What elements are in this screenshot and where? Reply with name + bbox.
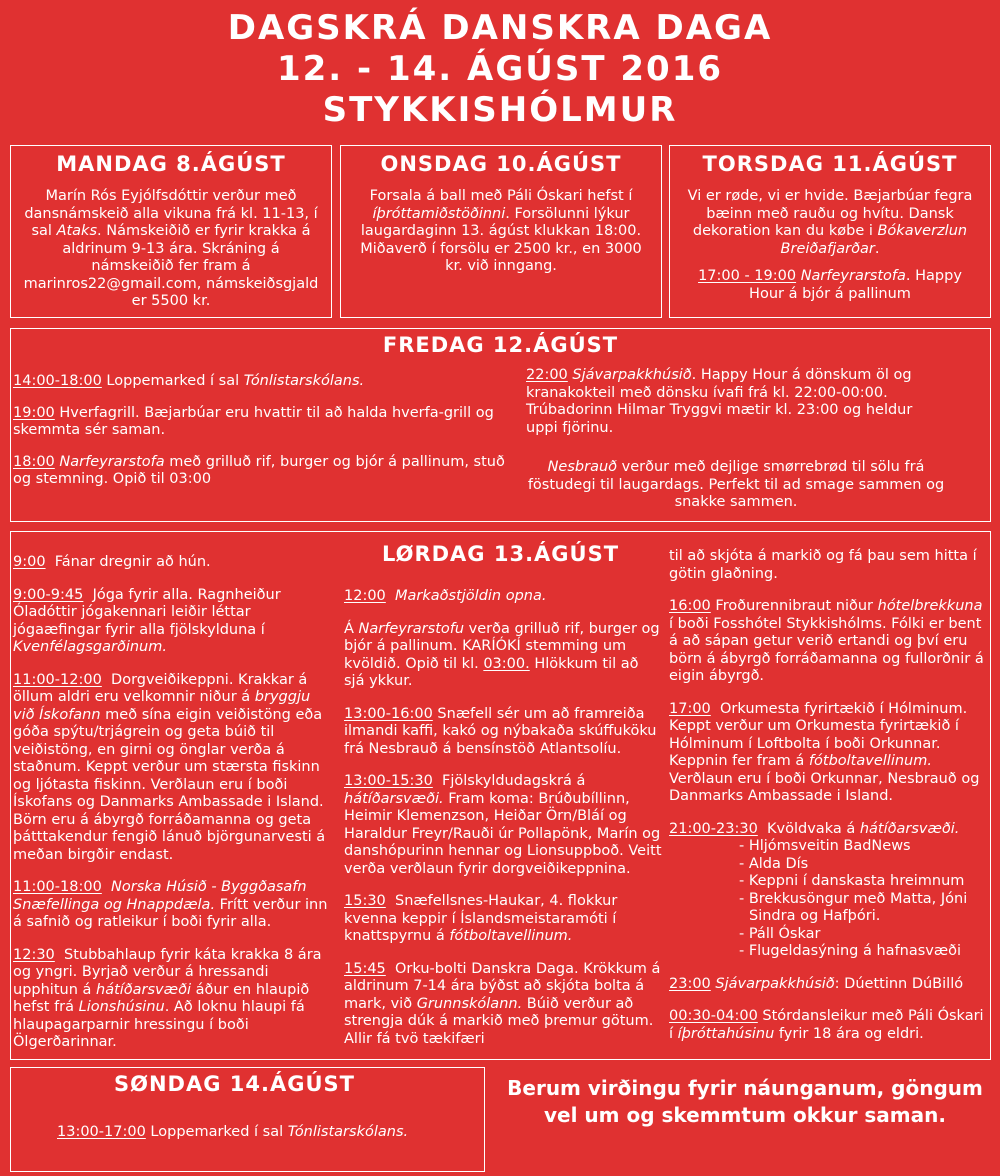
lordag-event: 11:00-18:00 Norska Húsið - Byggðasafn Snæfellinga og Hnappdæla. Frítt verður inn á safnið og ratleikur í boði fyrir alla. — [13, 879, 328, 930]
mandag-box — [10, 145, 332, 318]
fredag-title: FREDAG 12.ÁGÚST — [382, 333, 619, 357]
kvoldvaka-list — [669, 838, 985, 961]
lordag-col-3 — [669, 548, 985, 1058]
fredag-event: 18:00 Narfeyrarstofa með grilluð rif, burger og bjór á pallinum, stuð og stemning. Opið til 03:00 — [13, 453, 505, 487]
lordag-col-1 — [13, 554, 331, 1067]
fredag-event: 19:00 Hverfagrill. Bæjarbúar eru hvattir til að halda hverfa-grill og skemmta sér saman. — [13, 404, 494, 438]
fredag-col-right — [526, 367, 946, 527]
list-item: - Flugeldasýning á hafnasvæði — [739, 943, 962, 959]
mandag-title: MANDAG 8.ÁGÚST — [56, 152, 286, 176]
lordag-event: 12:30 Stubbahlaup fyrir káta krakka 8 ára og yngri. Byrjað verður á hressandi upphitun á hátíðarsvæði áður en hlaupið hefst frá Lionshúsinu. Að loknu hlaupi fá hlaupagarparnir hressingu í boði Ölgerðarinnar. — [13, 946, 322, 1050]
lordag-box — [10, 531, 991, 1060]
mandag-text: Marín Rós Eyjólfsdóttir verður með dansnámskeið alla vikuna frá kl. 11-13, í sal Ataks. Námskeiðið er fyrir krakka á aldrinum 9-13 ára. Skráning á námskeiðið fer fram á marinros22@gmail.com, námskeiðsgjald er 5500 kr. — [23, 188, 319, 309]
sondag-box — [10, 1067, 485, 1172]
sondag-event: 13:00-17:00 Loppemarked í sal Tónlistarskólans. — [57, 1124, 409, 1140]
list-item: - Hljómsveitin BadNews — [739, 838, 911, 854]
onsdag-box — [340, 145, 662, 318]
onsdag-text: Forsala á ball með Páli Óskari hefst í íþróttamiðstöðinni. Forsölunni lýkur laugardaginn 13. ágúst klukkan 18:00. Miðaverð í forsölu er 2500 kr., en 3000 kr. við inngang. — [360, 188, 642, 274]
page-title-line-1: DAGSKRÁ DANSKRA DAGA — [227, 8, 773, 48]
lordag-event: 11:00-12:00 Dorgveiðikeppni. Krakkar á öllum aldri eru velkomnir niður á bryggju við Ískofann með sína eigin veiðistöng eða góða spýtu/trjágrein og geta búið til veiðistöng, en girni og önglar verða á staðnum. Keppt verður um stærsta fiskinn og ljótasta fiskinn. Verðlaun eru í boði Ískofans og Danmarks Ambassade i Island. Börn eru á ábyrgð forráðamanna og geta þátttakendur fengið lánuð björgunarvesti á meðan birgðir endast. — [13, 671, 326, 863]
lordag-event: 21:00-23:30 Kvöldvaka á hátíðarsvæði. — [669, 820, 960, 837]
list-item: - Páll Óskar — [739, 925, 821, 942]
lordag-event: Á Narfeyrarstofu verða grilluð rif, burger og bjór á pallinum. KARÍÓKÍ stemming um kvöldið. Opið til kl. 03:00. Hlökkum til að sjá ykkur. — [344, 620, 660, 689]
list-item: - Alda Dís — [739, 855, 809, 872]
fredag-event: 14:00-18:00 Loppemarked í sal Tónlistarskólans. — [13, 373, 365, 389]
fredag-event: 22:00 Sjávarpakkhúsið. Happy Hour á dönskum öl og kranakokteil með dönsku ívafi frá kl. 22:00-00:00. Trúbadorinn Hilmar Tryggvi mætir kl. 23:00 og heldur uppi fjörinu. — [526, 367, 913, 436]
lordag-event: 9:00-9:45 Jóga fyrir alla. Ragnheiður Óladóttir jógakennari leiðir léttar jógaæfingar fyrir alla fjölskylduna í Kvenfélagsgarðinum. — [13, 586, 281, 655]
lordag-event: 17:00 Orkumesta fyrirtækið í Hólminum. Keppt verður um Orkumesta fyrirtækið í Hólminum í Loftbolta í boði Orkunnar. Keppnin fer fram á fótboltavellinum. Verðlaun eru í boði Orkunnar, Nesbrauð og Danmarks Ambassade i Island. — [669, 700, 980, 804]
page-title-line-3: STYKKISHÓLMUR — [322, 90, 678, 130]
onsdag-title: ONSDAG 10.ÁGÚST — [380, 152, 622, 176]
lordag-title: LØRDAG 13.ÁGÚST — [381, 542, 620, 566]
torsdag-title: TORSDAG 11.ÁGÚST — [702, 152, 958, 176]
lordag-event: 00:30-04:00 Stórdansleikur með Páli Óskari í íþróttahúsinu fyrir 18 ára og eldri. — [669, 1008, 984, 1042]
fredag-event: Nesbrauð verður með dejlige smørrebrød til sölu frá föstudegi til laugardags. Perfekt til ad smage sammen og snakke sammen. — [527, 459, 945, 510]
lordag-event: 15:45 Orku-bolti Danskra Daga. Krökkum á aldrinum 7-14 ára býðst að skjóta bolta á mark, við Grunnskólann. Búið verður að strengja dúk á markið með þremur götum. Allir fá tvö tækifæri — [344, 960, 661, 1047]
lordag-event: 13:00-15:30 Fjölskyldudagskrá á hátíðarsvæði. Fram koma: Brúðubíllinn, Heimir Klemenzson, Heiðar Örn/Bláí og Haraldur Freyr/Rauði úr Pollapönk, Marín og danshópurinn hennar og Lionsuppboð. Veitt verða verðlaun fyrir dorgveiðikeppnina. — [344, 773, 662, 877]
fredag-col-left — [13, 373, 505, 504]
lordag-event: 13:00-16:00 Snæfell sér um að framreiða ilmandi kaffi, kakó og nýbakaða skúffuköku frá Nesbrauð á bensínstöð Atlantsolíu. — [344, 705, 657, 757]
lordag-event: 12:00 Markaðstjöldin opna. — [344, 588, 547, 604]
list-item: - Brekkusöngur með Matta, Jóni Sindra og Hafþóri. — [739, 890, 968, 924]
sondag-title: SØNDAG 14.ÁGÚST — [114, 1072, 355, 1096]
lordag-event: 15:30 Snæfellsnes-Haukar, 4. flokkur kvenna keppir í Íslandsmeistaramóti í knattspyrnu á fótboltavellinum. — [344, 893, 618, 944]
slogan: Berum virðingu fyrir náunganum, göngum vel um og skemmtum okkur saman. — [507, 1076, 983, 1127]
torsdag-text: Vi er røde, vi er hvide. Bæjarbúar fegra bæinn með rauðu og hvítu. Dansk dekoration kan du købe i Bókaverzlun Breiðafjarðar. — [687, 188, 973, 257]
lordag-event: 23:00 Sjávarpakkhúsið: Dúettinn DúBilló — [669, 975, 964, 992]
lordag-event: 16:00 Froðurennibraut niður hótelbrekkuna í boði Fosshótel Stykkishólms. Fólki er bent á að sápan getur verið ertandi og því eru börn á ábyrgð forráðamanna og fullorðnir á eigin ábyrgð. — [669, 598, 984, 684]
fredag-box — [10, 328, 991, 522]
lordag-col-2 — [344, 588, 662, 1063]
lordag-event: til að skjóta á markið og fá þau sem hitta í götin glaðning. — [669, 548, 977, 582]
lordag-event: 9:00 Fánar dregnir að hún. — [13, 554, 211, 570]
torsdag-event: 17:00 - 19:00 Narfeyrarstofa. Happy Hour á bjór á pallinum — [698, 268, 962, 302]
torsdag-box — [669, 145, 991, 318]
page-title-line-2: 12. - 14. ÁGÚST 2016 — [276, 49, 724, 89]
list-item: - Keppni í danskasta hreimnum — [739, 873, 965, 889]
